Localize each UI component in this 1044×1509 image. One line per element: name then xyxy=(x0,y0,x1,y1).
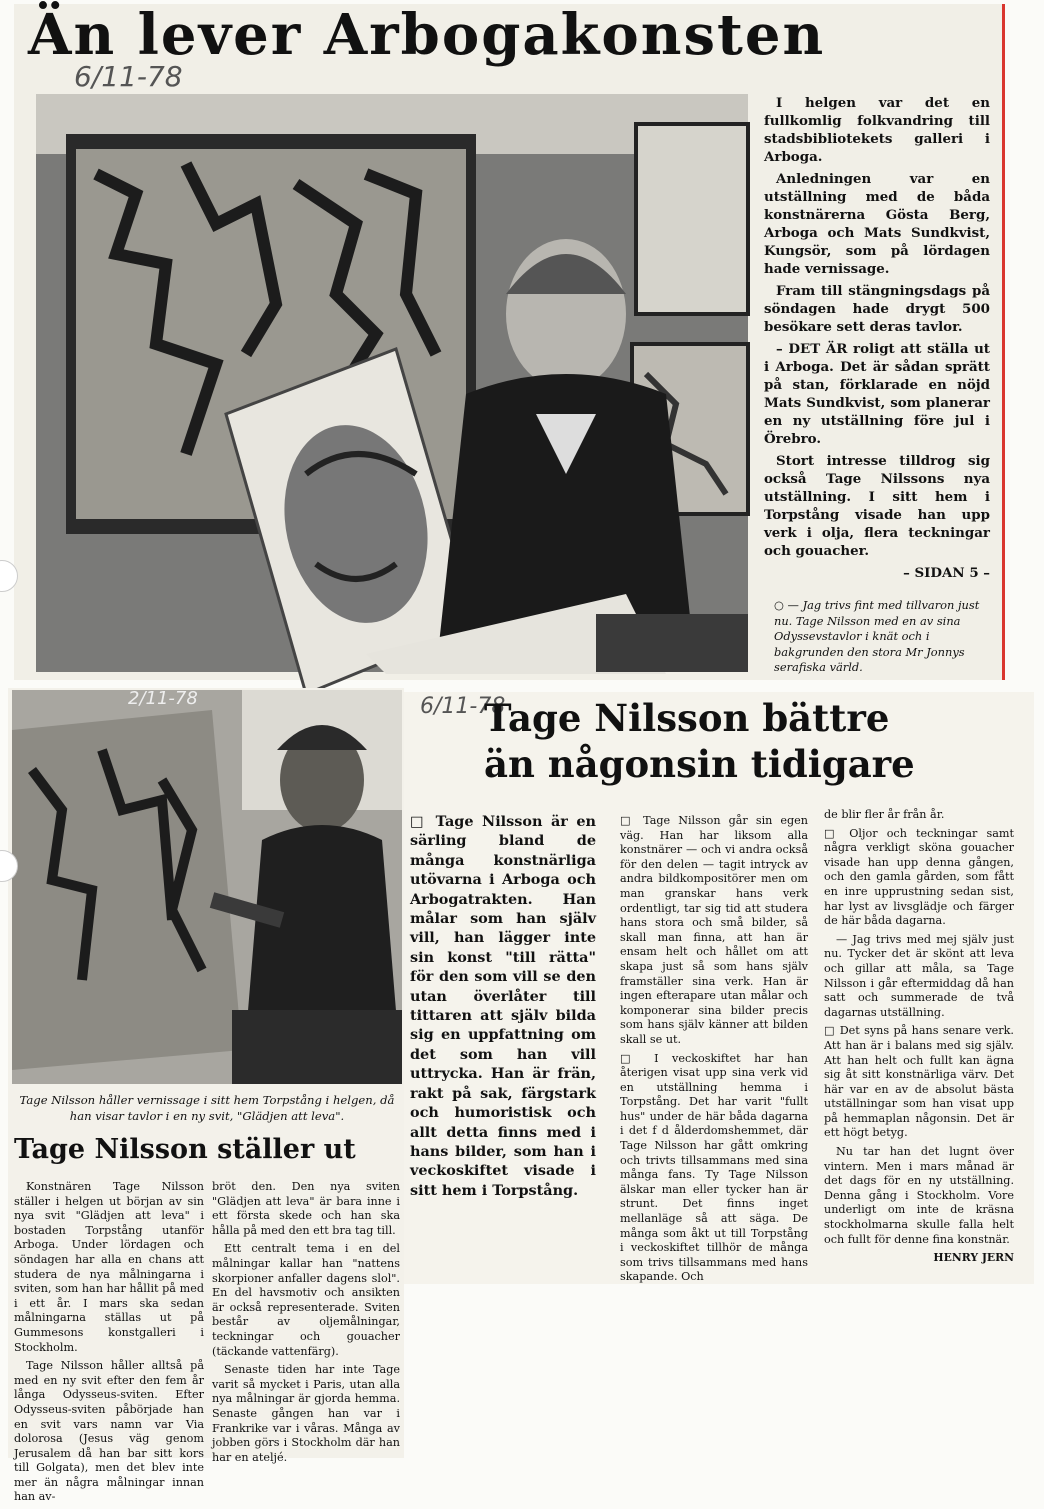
article-body-top xyxy=(764,94,990,586)
clipping-top xyxy=(14,4,1005,680)
article-column-3 xyxy=(620,814,808,1289)
clipping-bottom-left xyxy=(8,688,404,1504)
artist-photo-top xyxy=(36,94,748,672)
byline: HENRY JERN xyxy=(933,1251,1014,1265)
paragraph: I helgen var det en fullkomlig folkvandring till stadsbibliotekets galleri i Arboga. xyxy=(764,95,990,165)
paragraph: Fram till stängningsdags på söndagen hade drygt 500 besökare sett deras tavlor. xyxy=(764,283,990,335)
artist-at-easel-image xyxy=(12,690,402,1084)
paragraph: □ Oljor och teckningar samt några verkligt sköna gouacher visade han upp denna gången, och den gamla gården, som fått en inre upprustning sedan sist, har lyst av livsglädje och färger de här båda dagarna. xyxy=(824,826,1014,928)
paragraph: Anledningen var en utställning med de båda konstnärerna Gösta Berg, Arboga och Mats Sundkvist, Kungsör, som på lördagen hade vernissage. xyxy=(764,171,990,277)
lead-paragraph xyxy=(410,812,596,1204)
paragraph: Senaste tiden har inte Tage varit så mycket i Paris, utan alla nya målningar är gjorda hemma. Senaste gången han var i Frankrike var i våras. Många av jobben görs i Stockholm där han har en ateljé. xyxy=(212,1363,400,1464)
photo-caption-bottom-left: Tage Nilsson håller vernissage i sitt hem Torpstång i helgen, då han visar tavlor i en ny svit, "Glädjen att leva". xyxy=(19,1093,395,1123)
clipping-bottom-right xyxy=(404,692,1034,1284)
headline-bottom-left: Tage Nilsson ställer ut xyxy=(14,1134,356,1165)
handwritten-date-bottom-right: 6/11-78 xyxy=(420,694,506,719)
photo-caption-top: ○ — Jag trivs fint med tillvaron just nu. Tage Nilsson med en av sina Odyssevstavlor i knät och i bakgrunden den stora Mr Jonnys serafiska värld. xyxy=(774,598,980,674)
paragraph: de blir fler år från år. xyxy=(824,808,945,821)
handwritten-date-bottom-left: 2/11-78 xyxy=(128,688,198,709)
paragraph: bröt den. Den nya sviten "Glädjen att leva" är bara inne i ett första skede och han ska hålla på med den ett bra tag till. xyxy=(212,1180,400,1237)
paragraph: □ Tage Nilsson är en särling bland de många konstnärliga utövarna i Arboga och Arbogatrakten. Han målar som han själv vill, han lägger inte sin konst "till rätta" för den som vill se den utan överlåter till tittaren att själv bilda sig en uppfattning om det som han vill uttrycka. Han är frän, rakt på sak, färgstark och humoristisk och allt detta finns med i hans bilder, som han i veckoskiftet visade i sitt hem i Torpstång. xyxy=(410,813,596,1199)
paragraph: □ I veckoskiftet har han återigen visat upp sina verk vid en utställning hemma i Torpstång. Det har varit "fullt hus" under de här båda dagarna i det f d ålderdomshemmet, där Tage Nilsson har gått omkring och trivts tillsammans med sina många fans. Ty Tage Nilsson älskar man eller tycker han är strunt. Det finns inget mellanläge så att säga. De många som åkt ut till Torpstång i veckoskiftet tillhör de många som trivs tillsammans med hans skapande. Och xyxy=(620,1051,808,1284)
paragraph: Tage Nilsson håller alltså på med en ny svit efter den fem år långa Odysseus-sviten. Efter Odysseus-sviten påbörjade han en svit vars namn var Via dolorosa (Jesus väg genom Jerusalem då han bar sitt kors till Golgata), men det blev inte mer än några målningar innan han av- xyxy=(14,1359,204,1504)
article-column-2 xyxy=(212,1180,400,1469)
artist-with-paintings-image xyxy=(36,94,748,672)
paragraph: Stort intresse tilldrog sig också Tage Nilssons nya utställning. I sitt hem i Torpstång visade han upp verk i olja, flera teckningar och gouacher. xyxy=(764,453,990,559)
article-column-4 xyxy=(824,808,1014,1270)
paragraph: – DET ÄR roligt att ställa ut i Arboga. Det är sådan sprätt på stan, förklarade en nöjd Mats Sundkvist, som planerar en ny utställning före jul i Örebro. xyxy=(764,341,990,447)
page-reference: – SIDAN 5 – xyxy=(903,565,990,581)
headline-bottom-right-line1: Tage Nilsson bättre xyxy=(484,696,890,740)
headline-top: Än lever Arbogakonsten xyxy=(28,2,826,68)
artist-painting-photo xyxy=(12,690,402,1084)
paragraph: □ Tage Nilsson går sin egen väg. Han har liksom alla konstnärer — och vi andra också för den delen — tagit intryck av andra bildkompositörer men om man granskar hans verk ordentligt, tar sig tid att studera hans stora och små bilder, så skall man finna, att han är ensam helt och hållet om att skapa just så som hans själv framställer sina verk. Han är ingen efterapare utan målar och komponerar sina bilder precis som hans själv känner att bilden skall se ut. xyxy=(620,814,808,1046)
article-column-1 xyxy=(14,1180,204,1509)
handwritten-date-top: 6/11-78 xyxy=(74,60,183,93)
paragraph: □ Det syns på hans senare verk. Att han är i balans med sig själv. Att han helt och fullt kan ägna sig åt sitt konstnärliga värv. Det här var en av de absolut bästa utställningar som han visat upp på hemmaplan någonsin. Det är ett högt betyg. xyxy=(824,1024,1014,1140)
paragraph: Ett centralt tema i en del målningar kallar han "nattens skorpioner anfaller dagens slol". En del havsmotiv och ansikten är också representerade. Sviten består av oljemålningar, teckningar och gouacher (täckande vattenfärg). xyxy=(212,1242,400,1358)
headline-bottom-right-line2: än någonsin tidigare xyxy=(484,742,915,786)
paragraph: Konstnären Tage Nilsson ställer i helgen ut början av sin nya svit "Glädjen att leva" i bostaden Torpstång utanför Arboga. Under lördagen och söndagen har alla en chans att studera de nya målningarna i sviten, som han har hållit på med i ett år. I mars ska sedan målningarna ställas ut på Gummesons konstgalleri i Stockholm. xyxy=(14,1180,204,1354)
paragraph: Nu tar han det lugnt över vintern. Men i mars månad är det dags för en ny utställning. Denna gång i Stockholm. Vore underligt om inte de kräsna stockholmarna skulle falla helt och fullt för denne fina konstnär. xyxy=(824,1145,1014,1246)
paragraph: — Jag trivs med mej själv just nu. Tycker det är skönt att leva och gillar att måla, sa Tage Nilsson i går eftermiddag då han satt och summerade de två dagarnas utställning. xyxy=(824,932,1014,1019)
